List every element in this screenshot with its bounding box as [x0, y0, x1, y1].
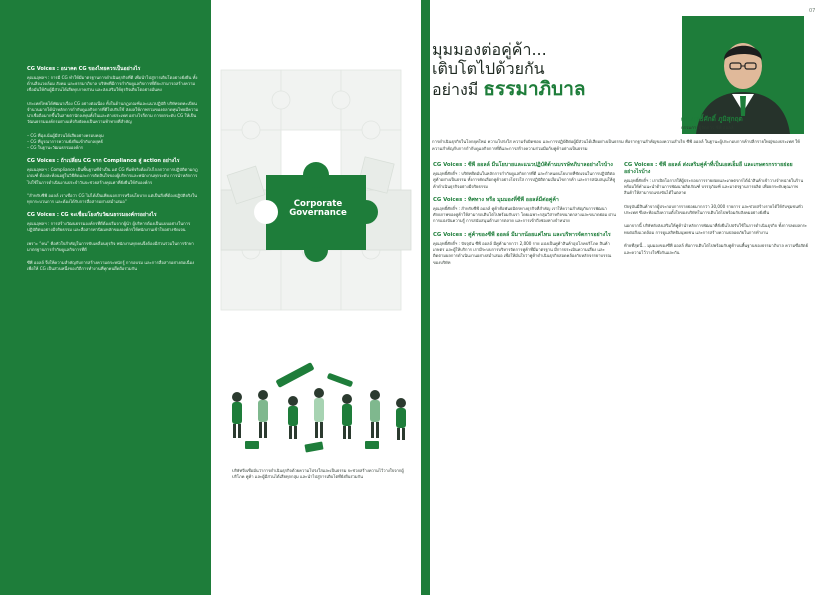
qa-title: CG Voices : ซีพี ออลล์ ส่งเสริมคู่ค้าที่เป็นเอสเอ็มอี และเกษตรกรรายย่อยอย่างไรบ้าง — [624, 162, 793, 175]
qa-title: CG Voices : ทิศทาง หรือ มุมมองที่ซีพี ออลล์มีต่อคู่ค้า — [433, 196, 559, 203]
left-section — [27, 241, 199, 253]
section-title: CG Voices : CG จะเชื่อมโยงกับวัฒนธรรมองค์กรอย่างไร — [27, 212, 157, 219]
qa-body: คุณฤทธิ์ศักดิ์ฯ : บริษัทยึดมั่นในหลักการกำกับดูแลกิจการที่ดี และกำหนดนโยบายที่ชัดเจนในการปฏิบัติต่อคู่ค้าอย่างเป็นธรรม ทั้งการคัดเลือกคู่ค้าอย่างโปร่งใส การปฏิบัติตามเงื่อนไขการค้า และการสนับสนุนให้คู่ค้าดำเนินธุรกิจอย่างมีจริยธรรม — [433, 170, 616, 189]
qa-body: ท้ายที่สุดนี้... มุมมองของซีพี ออลล์ คือการเติบโตไปพร้อมกับคู่ค้าบนพื้นฐานของธรรมาภิบาล ความซื่อสัตย์ และความไว้วางใจซึ่งกันและกัน — [624, 243, 808, 255]
bullet-list — [27, 133, 199, 152]
qa-body: คุณฤทธิ์ศักดิ์ฯ : สำหรับซีพี ออลล์ คู่ค้าคือพันธมิตรทางธุรกิจที่สำคัญ เราให้ความสำคัญกับการพัฒนาศักยภาพของคู่ค้าให้สามารถเติบโตไปพร้อมกับเรา โดยเฉพาะกลุ่มวิสาหกิจขนาดกลางและขนาดย่อม ผ่านการแบ่งปันความรู้ การสนับสนุนด้านการตลาด และการเข้าถึงช่องทางจำหน่าย — [433, 205, 616, 224]
section-title: CG Voices : อนาคต CG ของไทยควรเป็นอย่างไร — [27, 66, 141, 72]
center-paragraph: บริษัทจึงเชื่อมั่นว่าการดำเนินธุรกิจด้วยความโปร่งใสและเป็นธรรม จะช่วยสร้างความไว้วางใจจากผู้บริโภค คู่ค้า และผู้มีส่วนได้เสียทุกกลุ่ม และนำไปสู่การเติบโตที่ยั่งยืนร่วมกัน — [232, 468, 404, 480]
bullet-item: – CG ในฐานะวัฒนธรรมองค์กร — [27, 144, 83, 150]
page-number-right: 07 — [809, 8, 816, 14]
hero-label-line: Governance — [289, 208, 347, 219]
qa-title: CG Voices : คู่ค้าของซีพี ออลล์ มีมากน้อยแค่ไหน และบริหารจัดการอย่างไร — [433, 231, 611, 238]
quote-text: “สำหรับซีพี ออลล์ เราเชื่อว่า CG ไม่ได้เป็นเพียงเอกสารหรือนโยบาย แต่เป็นสิ่งที่ต้องปฏิบัติจริงในทุกกระบวนการ และต้องได้รับการสื่อสารอย่างสม่ำเสมอ” — [27, 192, 197, 205]
qa-body: คุณฤทธิ์ศักดิ์ฯ : เราเปิดโอกาสให้ผู้ประกอบการรายย่อยและเกษตรกรได้นำสินค้าเข้าวางจำหน่ายในร้าน พร้อมให้คำแนะนำด้านการพัฒนาผลิตภัณฑ์ บรรจุภัณฑ์ และมาตรฐานการผลิต เพื่อยกระดับคุณภาพสินค้าให้สามารถแข่งขันได้ในตลาด — [624, 177, 804, 196]
left-section — [27, 260, 199, 272]
left-section — [27, 66, 199, 94]
article-title — [432, 40, 652, 101]
left-section — [27, 101, 199, 126]
qa-body: คุณฤทธิ์ศักดิ์ฯ : ปัจจุบัน ซีพี ออลล์ มีคู่ค้ามากกว่า 2,000 ราย แบ่งเป็นคู่ค้าสินค้าอุปโภคบริโภค สินค้าเกษตร และผู้ให้บริการ เรามีระบบการบริหารจัดการคู่ค้าที่มีมาตรฐาน มีการประเมินความเสี่ยง และติดตามผลการดำเนินงานอย่างสม่ำเสมอ เพื่อให้มั่นใจว่าคู่ค้าดำเนินธุรกิจสอดคล้องกับหลักจรรยาบรรณของบริษัท — [433, 240, 612, 265]
puzzle-graphic — [211, 0, 421, 340]
bullet-item: – CG ที่มุ่งเน้นผู้มีส่วนได้เสียอย่างครอบคลุม — [27, 132, 104, 138]
title-line — [432, 78, 652, 101]
section-text: คุณนฤพลฯ : การมี CG ทำให้มีมาตรฐานการดำเนินธุรกิจที่ดี เพื่อนำไปสู่การเติบโตอย่างยั่งยืน ทั้งด้านสิ่งแวดล้อม สังคม และธรรมาภิบาล บริษัทที่มีการกำกับดูแลกิจการที่ดีจะสามารถสร้างความเชื่อมั่นให้กับผู้มีส่วนได้เสียทุกภาคส่วน และส่งเสริมให้ธุรกิจเติบโตอย่างมั่นคง — [27, 74, 198, 93]
section-text: ซีพี ออลล์ จึงให้ความสำคัญกับการสร้างความตระหนักรู้ การอบรม และการสื่อสารอย่างต่อเนื่อง เพื่อให้ CG เป็นส่วนหนึ่งของวิถีการทำงานที่ทุกคนยึดถือร่วมกัน — [27, 260, 195, 272]
qa-column-right — [624, 162, 808, 263]
title-prefix: อย่างมี — [432, 80, 479, 100]
section-text: คุณนฤพลฯ : การสร้างวัฒนธรรมองค์กรที่ดีต้องเริ่มจากผู้นำ ผู้บริหารต้องเป็นแบบอย่างในการปฏิบัติตนอย่างมีจริยธรรม และสื่อสารค่านิยมหลักขององค์กรให้พนักงานเข้าใจอย่างชัดเจน — [27, 221, 191, 233]
qa-column-left — [433, 162, 617, 273]
person-name: คุณฤทธิ์ศักดิ์ ภูมิสุกฤต — [681, 115, 743, 123]
page-divider — [421, 0, 430, 595]
qa-title: CG Voices : ซีพี ออลล์ มีนโยบายและแนวปฏิบัติด้านบรรษัทภิบาลอย่างไรบ้าง — [433, 162, 613, 168]
section-title: CG Voices : ถ้าเปลี่ยน CG จาก Compliance สู่ action อย่างไร — [27, 158, 180, 165]
left-section — [27, 158, 199, 186]
qa-body: ปัจจุบันมีสินค้าจากผู้ประกอบการรายย่อยมากกว่า 30,000 รายการ และช่วยสร้างรายได้ให้กับชุมชนทั่วประเทศ ซึ่งสะท้อนถึงความตั้งใจของบริษัทในการเติบโตไปพร้อมกับสังคมอย่างยั่งยืน — [624, 203, 803, 216]
section-text: คุณนฤพลฯ : Compliance เป็นพื้นฐานที่จำเป็น แต่ CG ที่แท้จริงต้องไปไกลกว่าการปฏิบัติตามกฎเกณฑ์ ต้องสะท้อนอยู่ในวิธีคิดและการตัดสินใจของผู้บริหารและพนักงานทุกระดับ การนำหลักการไปใช้ในการดำเนินงานประจำวันจะช่วยสร้างคุณค่าที่ยั่งยืนให้กับองค์กร — [27, 167, 198, 185]
puzzle-illustration — [211, 0, 421, 340]
title-accent: ธรรมาภิบาล — [483, 78, 586, 101]
intro-paragraph: การดำเนินธุรกิจในโลกยุคใหม่ ความโปร่งใส ความรับผิดชอบ และการปฏิบัติต่อผู้มีส่วนได้เสียอย่างเป็นธรรม คือรากฐานสำคัญของความสำเร็จ ซีพี ออลล์ ในฐานะผู้ประกอบการค้าปลีกรายใหญ่ของประเทศ ให้ความสำคัญกับการกำกับดูแลกิจการที่ดีและการสร้างความร่วมมือกับคู่ค้าอย่างเป็นธรรม — [432, 139, 800, 151]
title-line: เติบโตไปด้วยกัน — [432, 59, 545, 79]
people-graphic — [215, 357, 420, 457]
hero-label-line: Corporate — [293, 199, 343, 209]
left-section — [27, 193, 199, 205]
bullet-item: – CG ที่บูรณาการความยั่งยืนเข้ากับกลยุทธ์ — [27, 138, 103, 144]
title-line: มุมมองต่อคู่ค้า... — [432, 40, 547, 59]
person-role: กรรมการผู้จัดการ ซีพี ออลล์ — [681, 126, 734, 131]
left-section — [27, 212, 199, 233]
people-illustration — [215, 357, 425, 457]
hero-label — [288, 200, 348, 219]
section-text: เพราะ “คน” คือหัวใจสำคัญในการขับเคลื่อนธุรกิจ พนักงานทุกคนจึงต้องมีส่วนร่วมในการรักษามาตรฐานการกำกับดูแลกิจการที่ดี — [27, 240, 194, 252]
qa-body: นอกจากนี้ บริษัทยังส่งเสริมให้คู่ค้านำหลักการพัฒนาที่ยั่งยืนไปปรับใช้ในการดำเนินธุรกิจ ทั้งการลดผลกระทบต่อสิ่งแวดล้อม การดูแลสิทธิมนุษยชน และการสร้างความปลอดภัยในการทำงาน — [624, 223, 807, 235]
section-text: ประเทศไทยได้พัฒนาเรื่อง CG อย่างต่อเนื่อง ทั้งในด้านกฎเกณฑ์และแนวปฏิบัติ บริษัทจดทะเบียนจำนวนมากได้นำหลักการกำกับดูแลกิจการที่ดีไปปรับใช้ ส่งผลให้ภาพรวมของตลาดทุนไทยมีความน่าเชื่อถือมากขึ้นในสายตานักลงทุนทั้งในและต่างประเทศ อย่างไรก็ตาม การยกระดับ CG ให้เป็นวัฒนธรรมองค์กรอย่างแท้จริงยังคงเป็นความท้าทายที่สำคัญ — [27, 100, 199, 125]
left-column — [0, 0, 211, 595]
